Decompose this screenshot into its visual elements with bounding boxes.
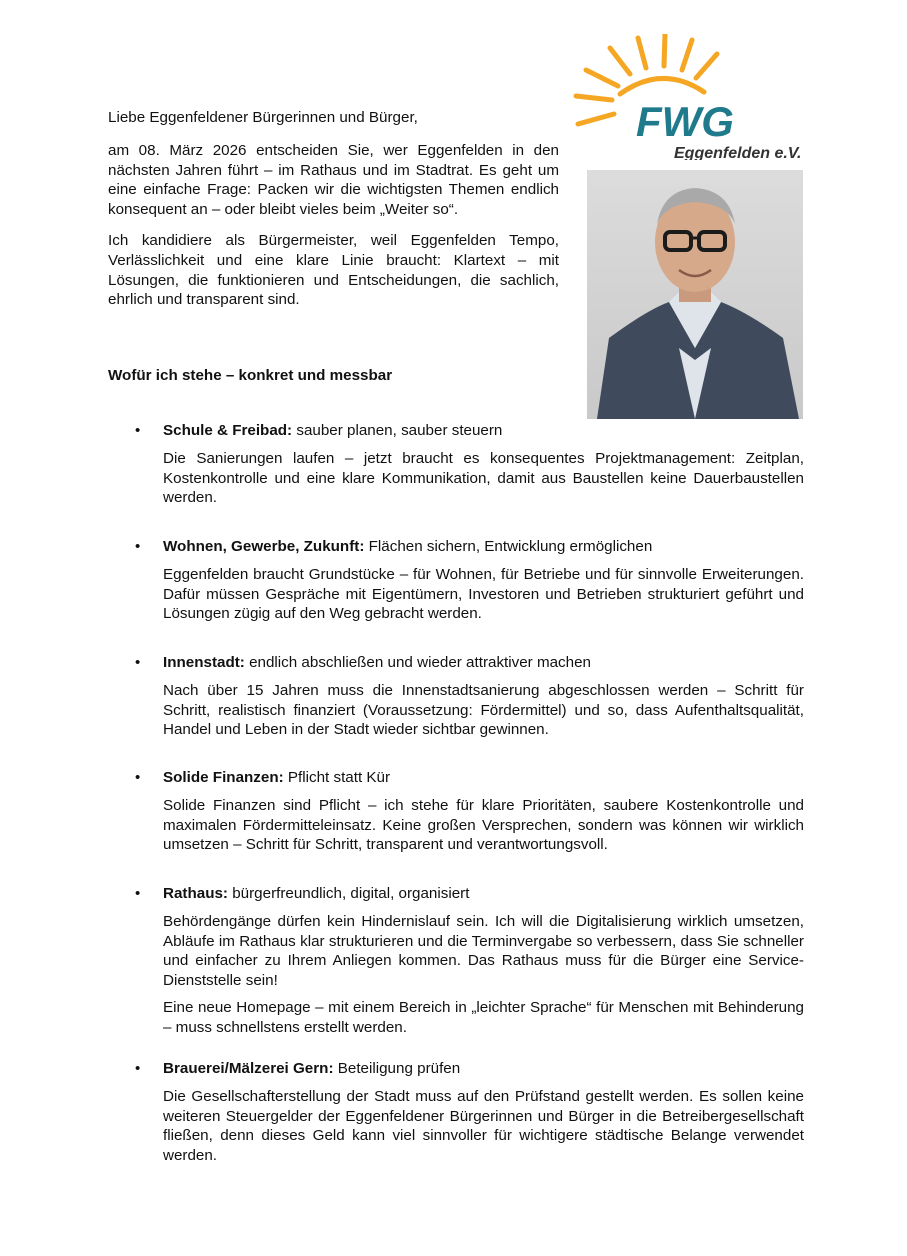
logo-subtitle: Eggenfelden e.V. bbox=[674, 145, 802, 160]
list-item-innenstadt bbox=[108, 653, 804, 747]
item-title: Schule & Freibad: bbox=[163, 422, 293, 439]
list-item-housing bbox=[108, 537, 804, 631]
item-title: Rathaus: bbox=[163, 885, 228, 902]
item-subtitle: Pflicht statt Kür bbox=[287, 769, 391, 786]
item-body: Die Gesellschafterstellung der Stadt muss auf den Prüfstand gestellt werden. Es sollen keine weiteren Steuergelder der Eggenfeldener Bürgerinnen und Bürger in die Betreibergesellschaft fließen, denn dieses Geld kann viel sinnvoller für wichtigere städtische Belange verwendet werden. bbox=[163, 1087, 804, 1165]
candidate-portrait bbox=[587, 170, 803, 419]
item-body: Behördengänge dürfen kein Hindernislauf sein. Ich will die Digitalisierung wirklich umsetzen, Abläufe im Rathaus klar strukturieren und die Terminvergabe so verbessern, dass Sie schneller und einfacher zu Ihrem Anliegen kommen. Das Rathaus muss für die Bürger eine Service-Dienststelle sein! bbox=[163, 912, 804, 990]
item-title: Brauerei/Mälzerei Gern: bbox=[163, 1060, 334, 1077]
bullet-icon: • bbox=[135, 422, 141, 439]
sun-rays-icon bbox=[572, 34, 804, 160]
item-title: Innenstadt: bbox=[163, 654, 245, 671]
item-subtitle: bürgerfreundlich, digital, organisiert bbox=[232, 885, 470, 902]
item-subtitle: Flächen sichern, Entwicklung ermöglichen bbox=[368, 538, 653, 555]
item-body: Die Sanierungen laufen – jetzt braucht es konsequentes Projektmanagement: Zeitplan, Kostenkontrolle und eine klare Kommunikation, damit aus Baustellen keine Dauerbaustellen werden. bbox=[163, 449, 804, 507]
item-subtitle: Beteiligung prüfen bbox=[337, 1060, 461, 1077]
item-body: Solide Finanzen sind Pflicht – ich stehe für klare Prioritäten, saubere Kostenkontrolle und maximalen Fördermitteleinsatz. Keine großen Versprechen, sondern was können wir wirklich umsetzen – Schritt für Schritt, transparent und verantwortungsvoll. bbox=[163, 796, 804, 854]
section-heading: Wofür ich stehe – konkret und messbar bbox=[108, 367, 393, 384]
bullet-icon: • bbox=[135, 538, 141, 555]
item-title: Solide Finanzen: bbox=[163, 769, 284, 786]
intro-paragraph: Ich kandidiere als Bürgermeister, weil Eggenfelden Tempo, Verlässlichkeit und eine klare Linie braucht: Klartext – mit Lösungen, die funktionieren und Entscheidungen, die sachlich, ehrlich und transparent sind. bbox=[108, 231, 559, 309]
item-body: Eggenfelden braucht Grundstücke – für Wohnen, für Betriebe und für sinnvolle Erweiterungen. Dafür müssen Gespräche mit Eigentümern, Investoren und Betrieben strukturiert geführt und Lösungen zügig auf den Weg gebracht werden. bbox=[163, 565, 804, 623]
intro-paragraph: am 08. März 2026 entscheiden Sie, wer Eggenfelden in den nächsten Jahren führt – im Rathaus und im Stadtrat. Es geht um eine einfache Frage: Packen wir die wichtigsten Themen endlich konsequent an – oder bleibt vieles beim „Weiter so“. bbox=[108, 141, 559, 219]
item-title: Wohnen, Gewerbe, Zukunft: bbox=[163, 538, 365, 555]
list-item-school-pool bbox=[108, 421, 804, 515]
item-body: Eine neue Homepage – mit einem Bereich in „leichter Sprache“ für Menschen mit Behinderung – muss schnellstens erstellt werden. bbox=[163, 998, 804, 1036]
greeting: Liebe Eggenfeldener Bürgerinnen und Bürger, bbox=[108, 109, 418, 126]
list-item-brewery bbox=[108, 1059, 804, 1173]
bullet-icon: • bbox=[135, 1060, 141, 1077]
item-subtitle: sauber planen, sauber steuern bbox=[296, 422, 503, 439]
list-item-finances bbox=[108, 768, 804, 862]
logo-name: FWG bbox=[636, 98, 734, 145]
intro-text bbox=[108, 108, 559, 321]
bullet-icon: • bbox=[135, 654, 141, 671]
fwg-logo bbox=[572, 34, 804, 160]
item-subtitle: endlich abschließen und wieder attraktiver machen bbox=[249, 654, 591, 671]
bullet-icon: • bbox=[135, 769, 141, 786]
bullet-icon: • bbox=[135, 885, 141, 902]
item-body: Nach über 15 Jahren muss die Innenstadtsanierung abgeschlossen werden – Schritt für Schritt, realistisch finanziert (Voraussetzung: Fördermittel) und so, dass Aufenthaltsqualität, Handel und Leben in der Stadt wieder sichtbar gewinnen. bbox=[163, 681, 804, 739]
list-item-rathaus bbox=[108, 884, 804, 1045]
